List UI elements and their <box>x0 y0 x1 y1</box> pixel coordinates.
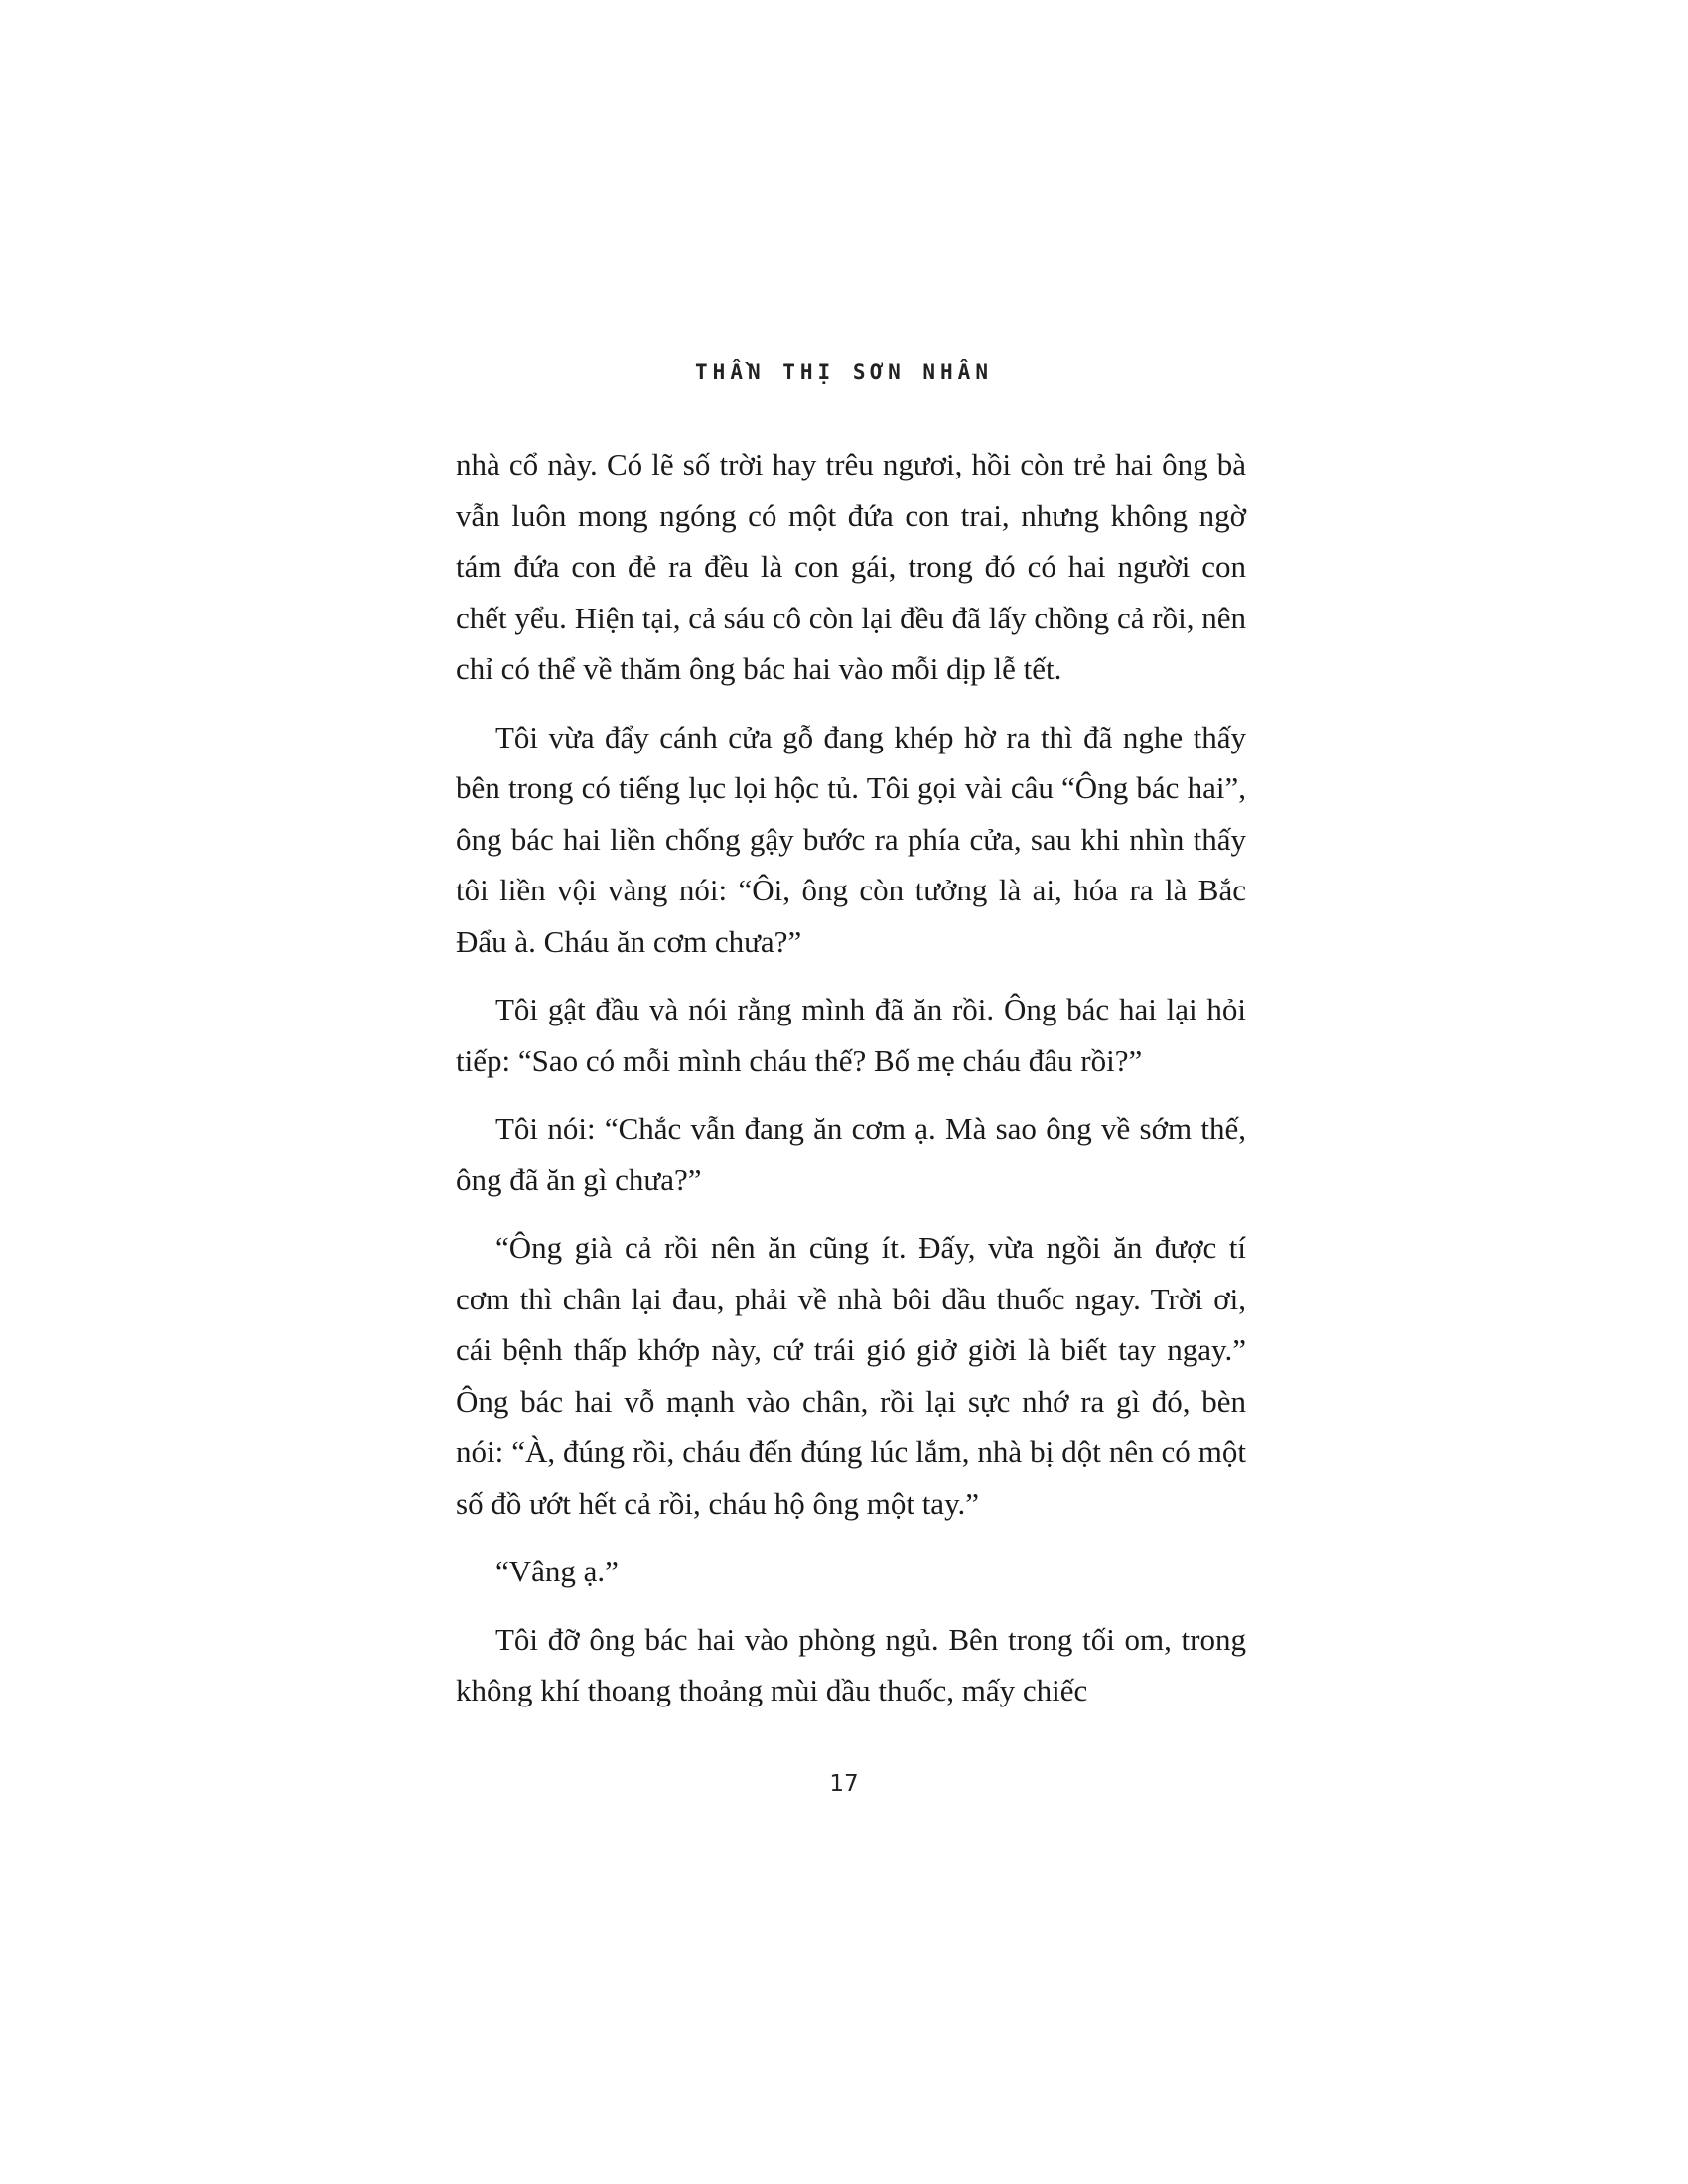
paragraph-4: Tôi nói: “Chắc vẫn đang ăn cơm ạ. Mà sao ông về sớm thế, ông đã ăn gì chưa?” <box>456 1111 1246 1197</box>
paragraph-3: Tôi gật đầu và nói rằng mình đã ăn rồi. Ông bác hai lại hỏi tiếp: “Sao có mỗi mình cháu thế? Bố mẹ cháu đâu rồi?” <box>456 992 1246 1078</box>
body-text <box>456 439 1246 1733</box>
page-number: 17 <box>829 1771 859 1797</box>
paragraph-2: Tôi vừa đẩy cánh cửa gỗ đang khép hờ ra thì đã nghe thấy bên trong có tiếng lục lọi hộc tủ. Tôi gọi vài câu “Ông bác hai”, ông bác hai liền chống gậy bước ra phía cửa, sau khi nhìn thấy tôi liền vội vàng nói: “Ôi, ông còn tưởng là ai, hóa ra là Bắc Đẩu à. Cháu ăn cơm chưa?” <box>456 719 1246 959</box>
paragraph-5: “Ông già cả rồi nên ăn cũng ít. Đấy, vừa ngồi ăn được tí cơm thì chân lại đau, phải về nhà bôi dầu thuốc ngay. Trời ơi, cái bệnh thấp khớp này, cứ trái gió giở giời là biết tay ngay.” Ông bác hai vỗ mạnh vào chân, rồi lại sực nhớ ra gì đó, bèn nói: “À, đúng rồi, cháu đến đúng lúc lắm, nhà bị dột nên có một số đồ ướt hết cả rồi, cháu hộ ông một tay.” <box>456 1230 1246 1521</box>
paragraph-6: “Vâng ạ.” <box>495 1554 619 1588</box>
paragraph-1: nhà cổ này. Có lẽ số trời hay trêu ngươi, hồi còn trẻ hai ông bà vẫn luôn mong ngóng có một đứa con trai, nhưng không ngờ tám đứa con đẻ ra đều là con gái, trong đó có hai người con chết yểu. Hiện tại, cả sáu cô còn lại đều đã lấy chồng cả rồi, nên chỉ có thể về thăm ông bác hai vào mỗi dịp lễ tết. <box>456 447 1246 686</box>
paragraph-7: Tôi đỡ ông bác hai vào phòng ngủ. Bên trong tối om, trong không khí thoang thoảng mùi dầu thuốc, mấy chiếc <box>456 1621 1246 1707</box>
running-header: THẦN THỊ SƠN NHÂN <box>695 360 993 384</box>
